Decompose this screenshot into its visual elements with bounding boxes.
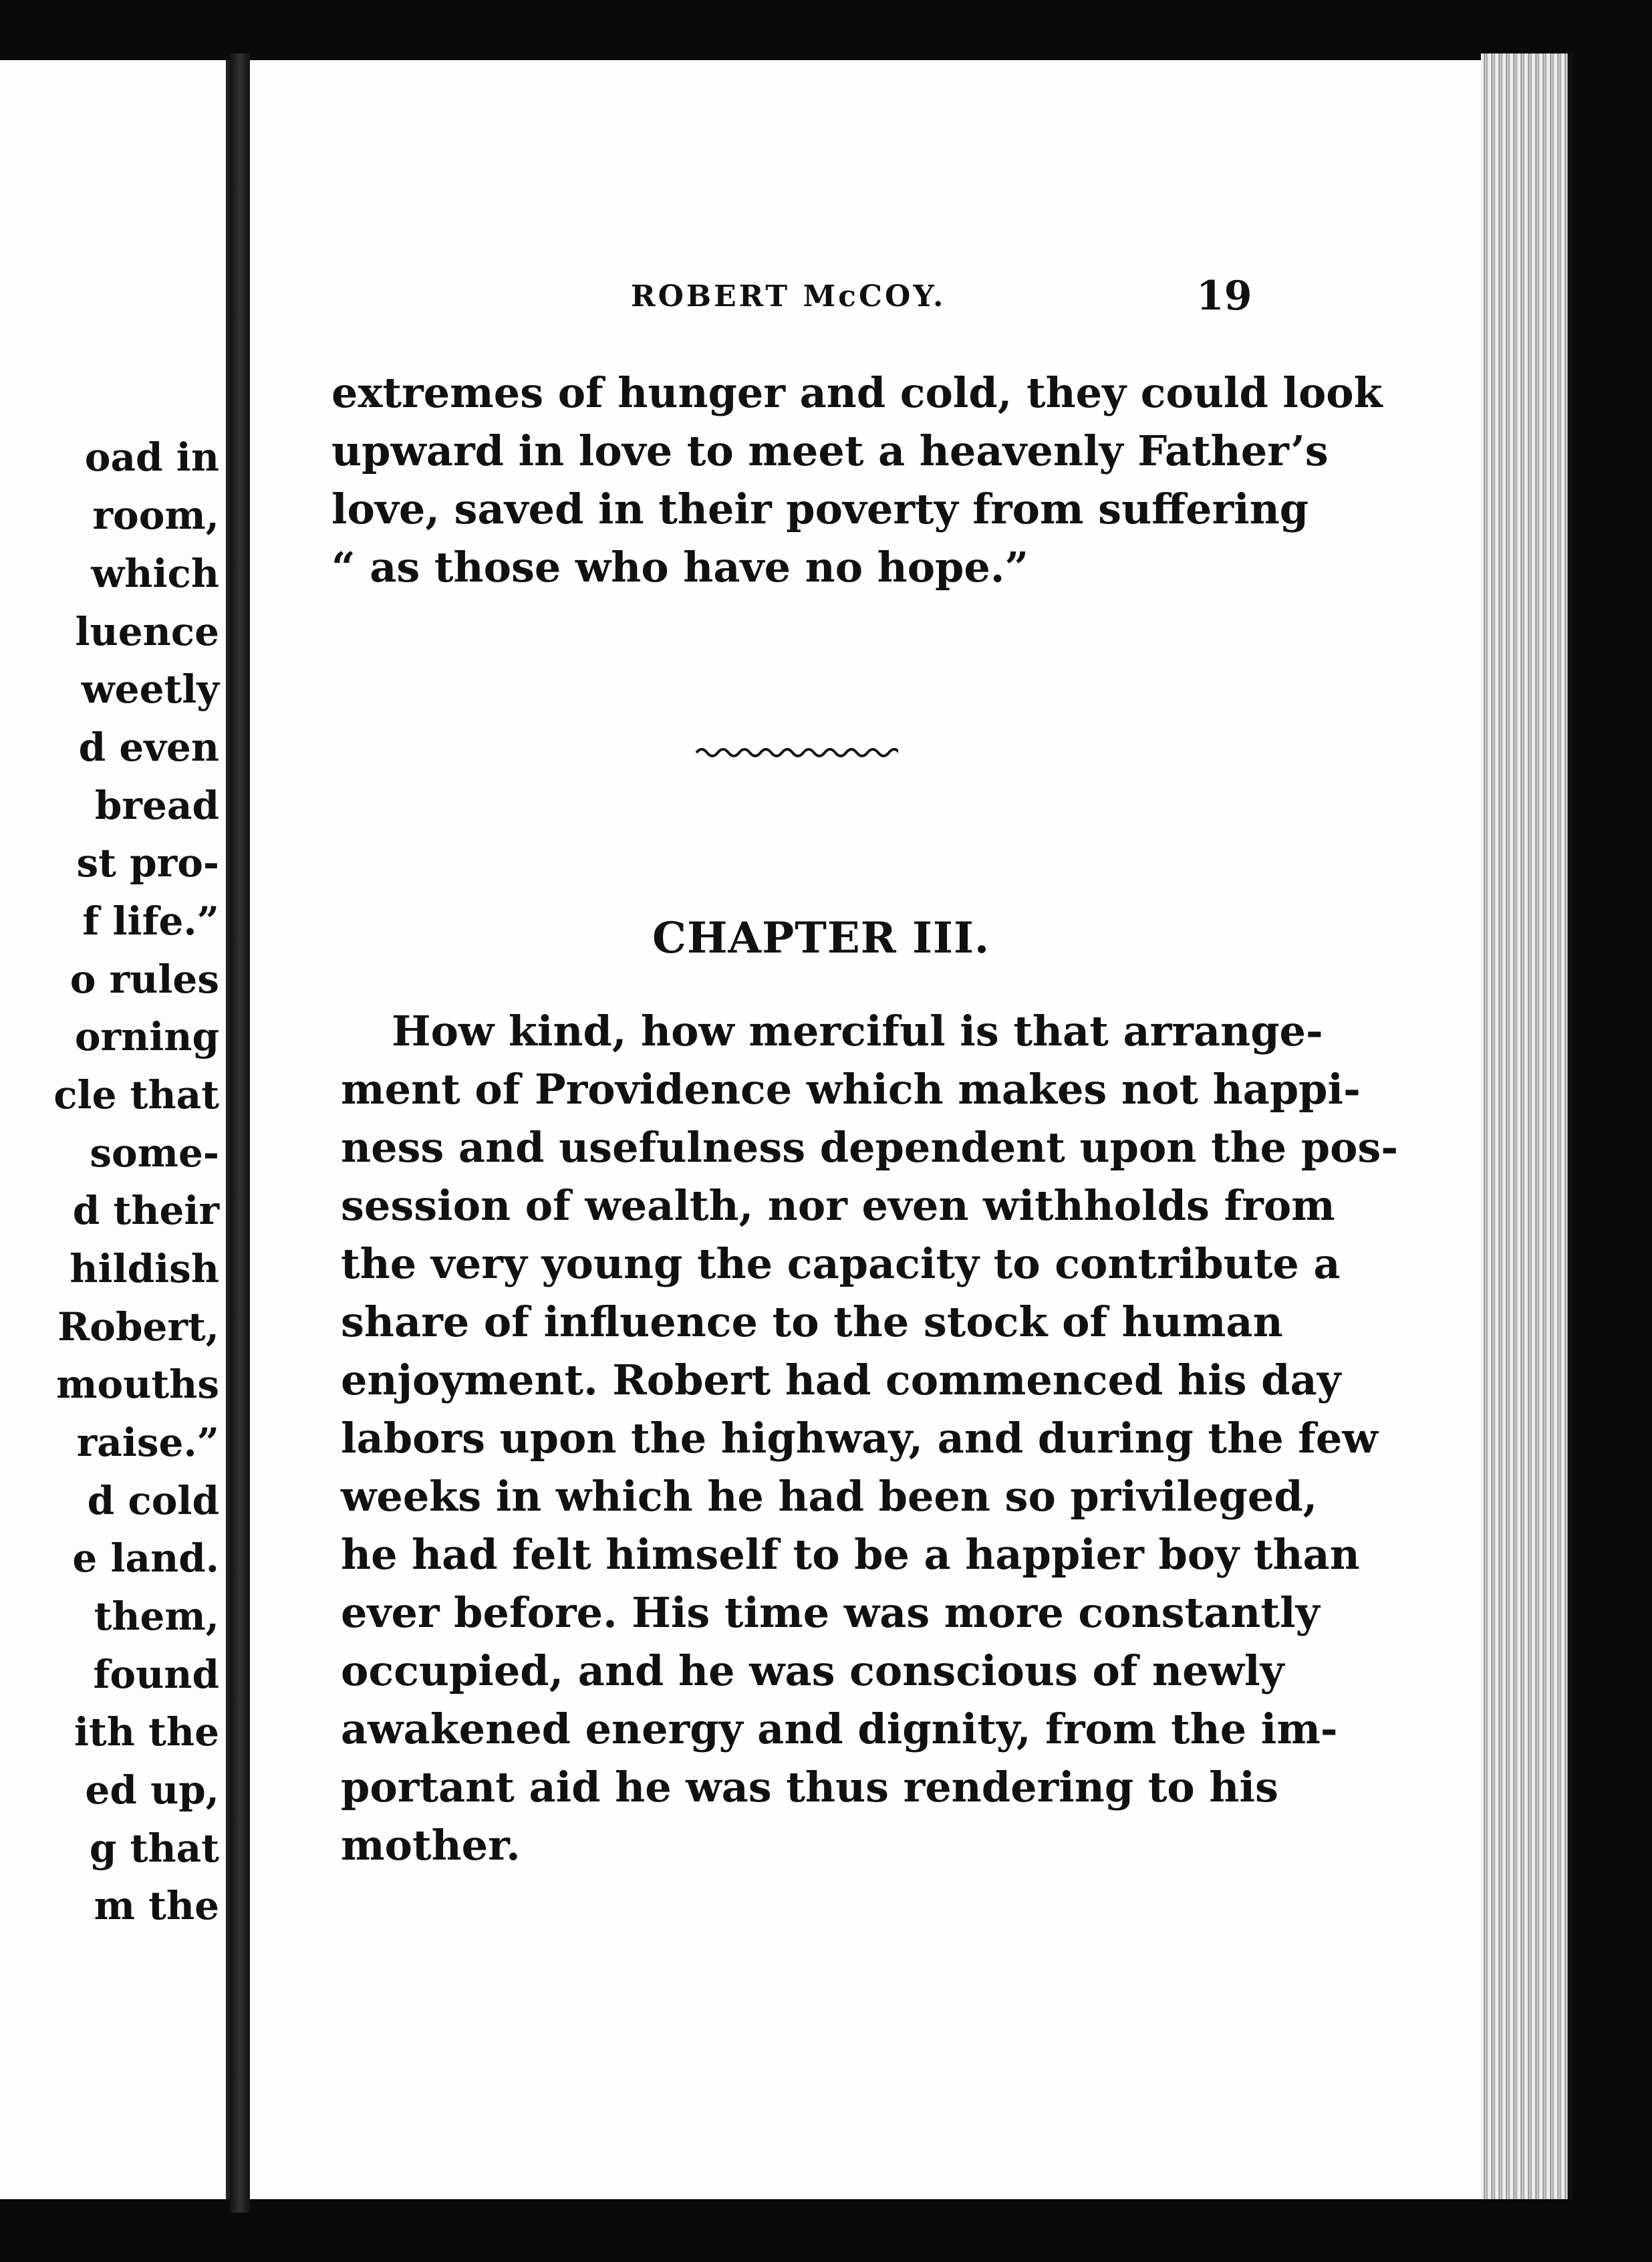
left-page-line: g that	[89, 1826, 219, 1871]
page-number: 19	[1196, 273, 1252, 320]
top-paragraph	[331, 364, 1383, 596]
text-line: he had felt himself to be a happier boy than	[341, 1530, 1360, 1579]
left-page-line: ith the	[74, 1709, 219, 1755]
left-page-line: bread	[94, 783, 219, 828]
text-line: enjoyment. Robert had commenced his day	[341, 1356, 1341, 1404]
left-page-line: mouths	[56, 1362, 219, 1407]
left-page-line: some-	[90, 1130, 219, 1176]
wavy-rule-ornament	[695, 741, 898, 761]
text-line: share of influence to the stock of human	[341, 1297, 1283, 1346]
left-page-line: oad in	[84, 434, 219, 480]
text-line: mother.	[341, 1821, 521, 1870]
left-page-line: them,	[94, 1594, 219, 1639]
text-line: occupied, and he was conscious of newly	[341, 1646, 1284, 1695]
running-head: ROBERT McCOY.	[631, 279, 946, 313]
left-page-line: d even	[78, 725, 219, 770]
page-edges	[1481, 53, 1573, 2199]
left-page-line: o rules	[70, 957, 219, 1002]
text-line: upward in love to meet a heavenly Father’s	[331, 426, 1329, 475]
left-page-line: weetly	[81, 666, 219, 712]
left-page-line: luence	[75, 609, 219, 654]
text-line: ment of Providence which makes not happi-	[341, 1065, 1361, 1114]
text-line: awakened energy and dignity, from the im-	[341, 1705, 1338, 1753]
left-page-line: d cold	[87, 1478, 219, 1523]
text-line: How kind, how merciful is that arrange-	[392, 1007, 1323, 1055]
text-line: the very young the capacity to contribute a	[341, 1239, 1341, 1288]
left-page-line: found	[93, 1652, 219, 1697]
left-page-line: room,	[92, 493, 219, 538]
left-page-fragment	[0, 60, 230, 2199]
left-page-line: raise.”	[76, 1420, 219, 1465]
left-page-line: hildish	[70, 1246, 219, 1291]
left-page-line: m the	[94, 1883, 219, 1928]
text-line: extremes of hunger and cold, they could look	[331, 368, 1383, 417]
text-line: portant aid he was thus rendering to his	[341, 1763, 1278, 1811]
left-page-line: cle that	[53, 1072, 219, 1118]
left-page-line: Robert,	[57, 1304, 219, 1350]
chapter-paragraph	[341, 1002, 1399, 1874]
left-page-line: f life.”	[82, 898, 219, 944]
text-line: session of wealth, nor even withholds from	[341, 1181, 1335, 1230]
text-line: weeks in which he had been so privileged,	[341, 1472, 1318, 1521]
left-page-line: which	[91, 551, 219, 596]
text-line: ever before. His time was more constantly	[341, 1588, 1320, 1637]
text-line: labors upon the highway, and during the few	[341, 1414, 1378, 1463]
chapter-heading: CHAPTER III.	[652, 913, 990, 963]
left-page-line: e land.	[72, 1535, 219, 1581]
left-page-line: d their	[72, 1188, 219, 1233]
text-line: ness and usefulness dependent upon the pos-	[341, 1123, 1399, 1172]
left-page-line: orning	[74, 1014, 219, 1059]
left-page-line: ed up,	[85, 1767, 219, 1813]
text-line: love, saved in their poverty from suffering	[331, 485, 1309, 533]
text-line: “ as those who have no hope.”	[331, 543, 1029, 592]
left-page-line: st pro-	[76, 840, 219, 886]
book-gutter	[230, 53, 250, 2213]
